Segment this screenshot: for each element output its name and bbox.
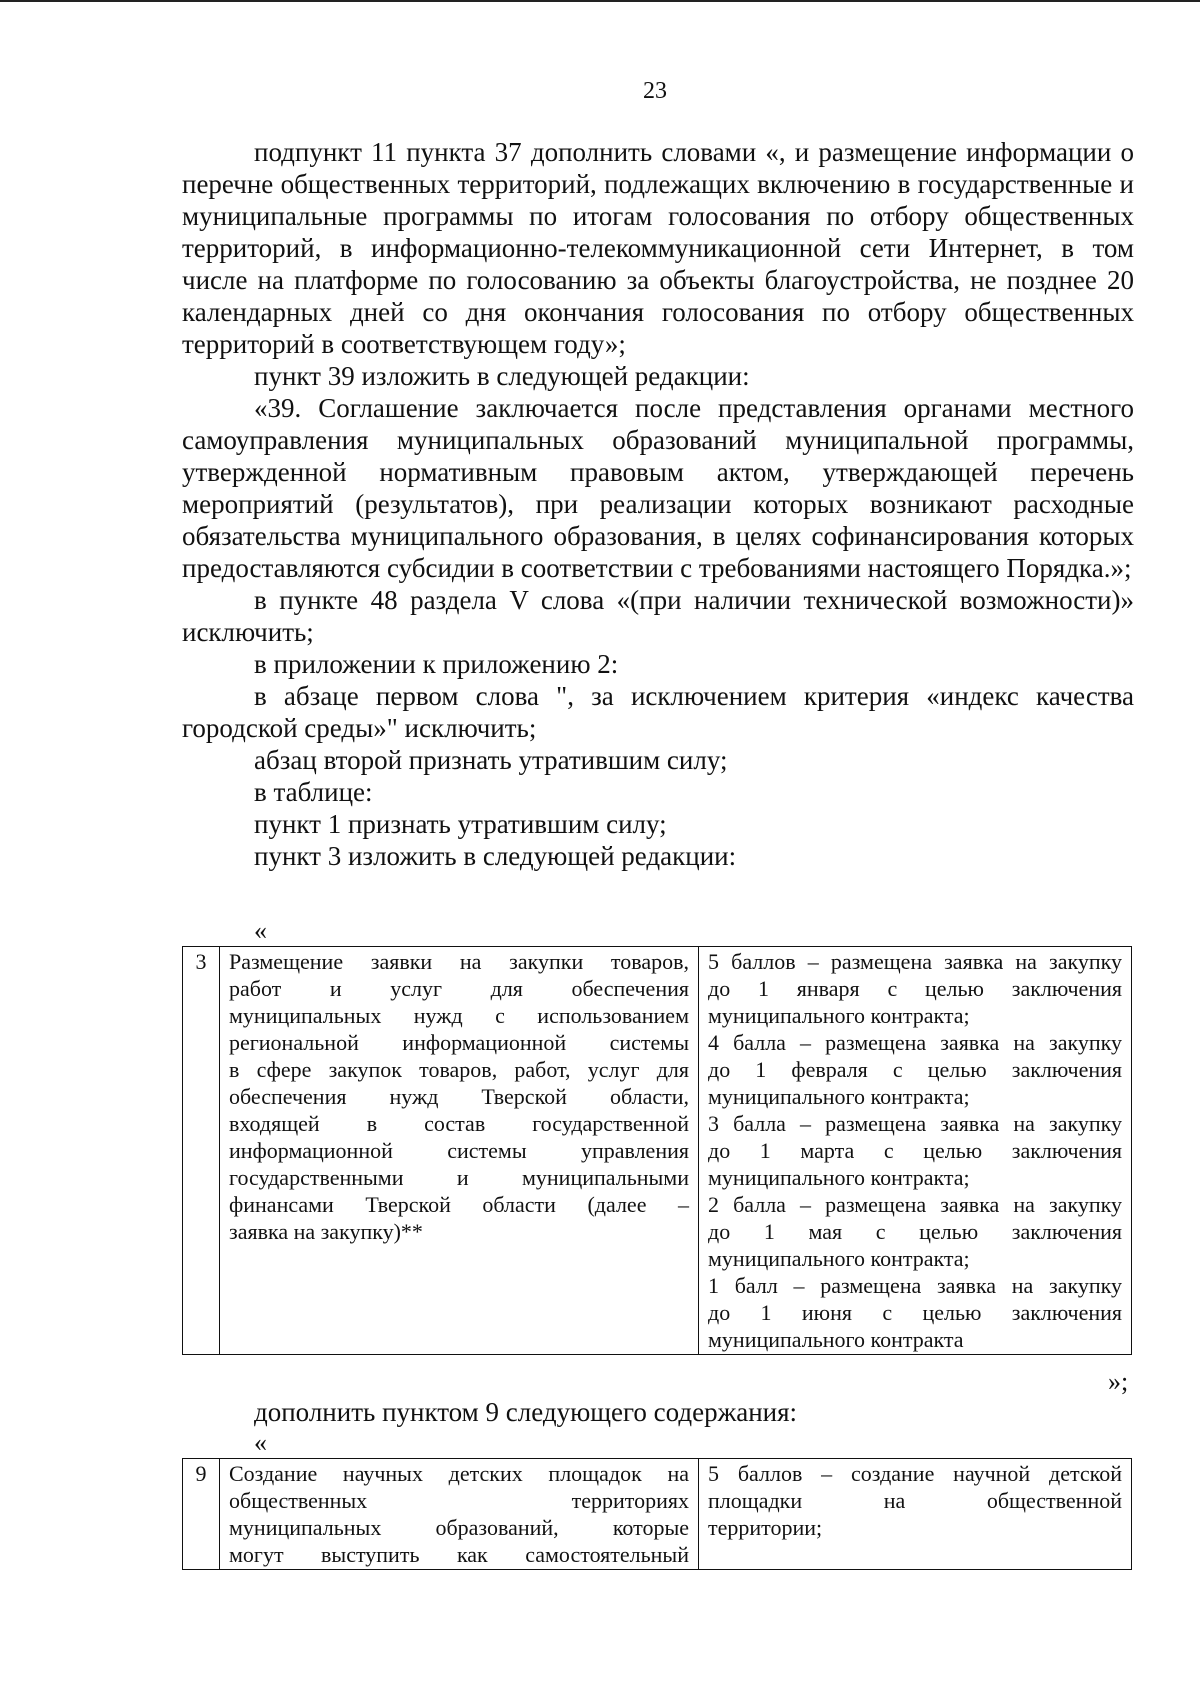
criterion-cell (220, 947, 699, 1355)
criterion-line: муниципальных образований, которые (229, 1515, 689, 1540)
closing-quote-1: »; (1108, 1367, 1129, 1396)
score-line: муниципального контракта; (708, 1165, 970, 1190)
criterion-line: финансами Тверской области (далее – (229, 1192, 689, 1217)
paragraph-appendix-intro: в приложении к приложению 2: (254, 649, 619, 679)
criterion-line: региональной информационной системы (229, 1030, 689, 1055)
criterion-cell (220, 1459, 699, 1570)
paragraph-clause-39-intro: пункт 39 изложить в следующей редакции: (254, 361, 750, 391)
paragraph-item-3: пункт 3 изложить в следующей редакции: (254, 841, 737, 871)
paragraph-clause-39-text: «39. Соглашение заключается после представления органами местного самоуправления муниципальных образований муниципальной программы, утвержденной нормативным правовым актом, утверждающей перечень мероприятий (результатов), при реализации которых возникают расходные обязательства муниципального образования, в целях софинансирования которых предоставляются субсидии в соответствии с требованиями настоящего Порядка.»; (182, 393, 1134, 583)
page-number: 23 (643, 78, 667, 104)
criterion-line: муниципальных нужд с использованием (229, 1003, 689, 1028)
page-top-edge (0, 0, 1200, 2)
criterion-line: заявка на закупку)** (229, 1219, 423, 1244)
score-line: 5 баллов – размещена заявка на закупку (708, 949, 1122, 974)
criterion-line: обеспечения нужд Тверской области, (229, 1084, 689, 1109)
score-line: до 1 марта с целью заключения (708, 1138, 1122, 1163)
body-text-lower (182, 1396, 1134, 1428)
opening-quote-2: « (254, 1428, 267, 1457)
score-line: 5 баллов – создание научной детской (708, 1461, 1122, 1486)
score-line: до 1 января с целью заключения (708, 976, 1122, 1001)
paragraph-in-table: в таблице: (254, 777, 373, 807)
score-line: 4 балла – размещена заявка на закупку (708, 1030, 1122, 1055)
opening-quote-1: « (254, 916, 267, 945)
criterion-line: в сфере закупок товаров, работ, услуг для (229, 1057, 689, 1082)
criterion-line: Размещение заявки на закупки товаров, (229, 949, 689, 974)
score-line: муниципального контракта (708, 1327, 964, 1352)
criterion-line: государственными и муниципальными (229, 1165, 689, 1190)
score-line: муниципального контракта; (708, 1084, 970, 1109)
paragraph-first-abstract: в абзаце первом слова ", за исключением критерия «индекс качества городской среды»" исключить; (182, 681, 1134, 743)
table-row (183, 947, 1132, 1355)
criterion-line: могут выступить как самостоятельный (229, 1542, 689, 1567)
paragraph-item-1: пункт 1 признать утратившим силу; (254, 809, 667, 839)
score-line: до 1 июня с целью заключения (708, 1300, 1122, 1325)
paragraph-subclause-11: подпункт 11 пункта 37 дополнить словами «, и размещение информации о перечне общественных территорий, подлежащих включению в государственные и муниципальные программы по итогам голосования по отбору общественных территорий, в информационно-телекоммуникационной сети Интернет, в том числе на платформе по голосованию за объекты благоустройства, не позднее 20 календарных дней со дня окончания голосования по отбору общественных территорий в соответствующем году»; (182, 137, 1134, 359)
score-line: до 1 февраля с целью заключения (708, 1057, 1122, 1082)
paragraph-clause-48: в пункте 48 раздела V слова «(при наличии технической возможности)» исключить; (182, 585, 1134, 647)
paragraph-add-item-9: дополнить пунктом 9 следующего содержания: (254, 1397, 798, 1427)
criterion-line: входящей в состав государственной (229, 1111, 689, 1136)
criterion-line: общественных территориях (229, 1488, 689, 1513)
score-line: 1 балл – размещена заявка на закупку (708, 1273, 1122, 1298)
criteria-table-item-9 (182, 1458, 1132, 1570)
criterion-line: информационной системы управления (229, 1138, 689, 1163)
criteria-table-item-3 (182, 946, 1132, 1355)
row-number: 9 (183, 1459, 220, 1570)
paragraph-second-abstract: абзац второй признать утратившим силу; (254, 745, 728, 775)
score-cell (699, 947, 1132, 1355)
row-number: 3 (183, 947, 220, 1355)
score-cell (699, 1459, 1132, 1570)
score-line: муниципального контракта; (708, 1246, 970, 1271)
body-text-upper (182, 136, 1134, 872)
score-line: 3 балла – размещена заявка на закупку (708, 1111, 1122, 1136)
table-row (183, 1459, 1132, 1570)
score-line: до 1 мая с целью заключения (708, 1219, 1122, 1244)
score-line: муниципального контракта; (708, 1003, 970, 1028)
criterion-line: Создание научных детских площадок на (229, 1461, 689, 1486)
criterion-line: работ и услуг для обеспечения (229, 976, 689, 1001)
score-line: площадки на общественной (708, 1488, 1122, 1513)
score-line: 2 балла – размещена заявка на закупку (708, 1192, 1122, 1217)
score-line: территории; (708, 1515, 823, 1540)
